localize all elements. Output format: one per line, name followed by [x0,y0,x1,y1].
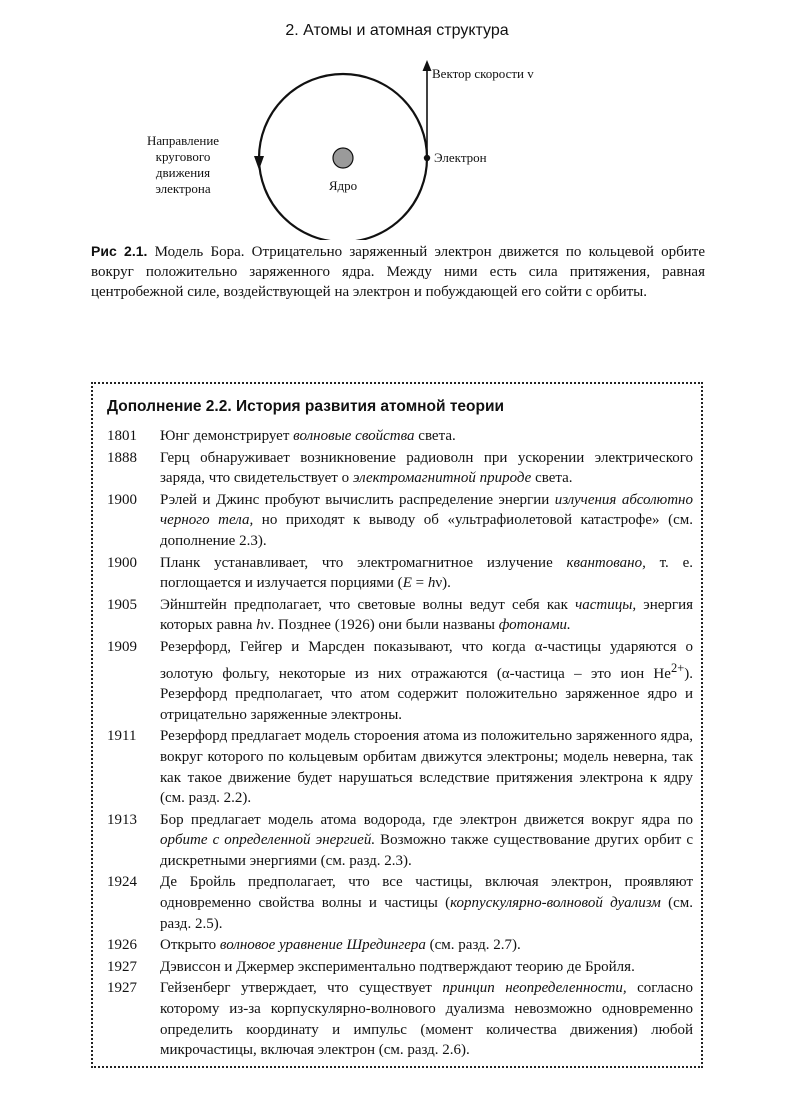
entry-text-part: Бор предлагает модель атома водорода, где электрон движется вокруг ядра по [160,811,693,828]
timeline-entry [107,426,693,447]
timeline-entry [107,726,693,808]
bohr-model-figure [0,0,794,240]
entry-text-part: E [402,575,412,592]
entry-text-part: квантовано, [566,554,646,571]
box-title: Дополнение 2.2. История развития атомной теории [107,398,505,415]
entry-text-part: согласно которому из-за корпускулярно-волнового дуализма невозможно одновременно определить координату и импульс (момент количества движения) любой микрочастицы, включая электрон (см. разд. 2.6). [160,980,693,1059]
caption-label: Рис 2.1. [91,243,148,259]
timeline-entry [107,448,693,489]
entry-year: 1924 [107,874,137,891]
entry-text-part: Резерфорд, Гейгер и Марсден показывают, что когда α-частицы ударяются о золотую фольгу, некоторые из них отражаются (α-частица – это ион He [160,638,693,682]
direction-arrowhead [254,156,264,170]
entry-text [160,935,693,956]
entry-year: 1801 [107,428,137,444]
timeline-entry [107,637,693,725]
entry-text-part: h [427,575,436,592]
entry-text [160,595,693,636]
entry-year: 1913 [107,811,137,828]
entry-text [160,637,693,725]
entry-text-part: (см. разд. 2.5). [160,895,693,932]
timeline-entry [107,810,693,872]
figure-caption [91,241,705,302]
entry-text [160,490,693,552]
entry-text-part: частицы, [575,596,637,613]
entry-text-part: Герц обнаруживает возникновение радиоволн при ускорении электрического заряда, что свидетельствует о [160,449,693,487]
entry-year: 1905 [107,596,137,613]
entry-text-part: ν). [435,575,451,592]
nucleus-shape [333,148,353,168]
entry-year: 1926 [107,937,137,954]
entry-text-part: Дэвиссон и Джермер экспериментально подтверждают теорию де Бройля. [160,958,635,975]
bohr-model-diagram [0,0,794,240]
entry-text-part: Возможно также существование других орбит с дискретными энергиями (см. разд. 2.3). [160,832,693,869]
entry-text-part: т. е. поглощается и излучается порциями ( [160,554,694,592]
entry-text-part: электромагнитной природе [352,470,532,487]
timeline-entry [107,957,693,978]
entry-text-part: (см. разд. 2.7). [425,937,521,954]
electron-label: Электрон [434,150,487,165]
entry-text-part: Резерфорд предлагает модель стороения атома из положительно заряженного ядра, вокруг которого по кольцевым орбитам движутся электроны; модель неверна, так как такое движение будет нарушаться вследствие притяжения электрона к ядру (см. разд. 2.2). [160,728,693,807]
timeline-entry [107,490,693,552]
entry-text [160,872,693,934]
entry-text-part: энергия которых равна [160,596,694,634]
entry-text [160,726,693,808]
entry-text-part: орбите с определенной энергией. [160,832,376,849]
electron-dot [424,155,430,161]
entry-text-part: волновое уравнение Шредингера [219,937,426,954]
entry-text-part: h [256,617,264,634]
timeline-entry [107,978,693,1060]
entry-text-part: корпускулярно-волновой дуализм [450,895,661,912]
entry-text-part: Планк устанавливает, что электромагнитное излучение [160,554,567,571]
entry-text-part: света. [414,428,456,444]
entry-text-part: Открыто [160,937,220,954]
timeline-entry [107,935,693,956]
entry-text-part: Рэлей и Джинс пробуют вычислить распределение энергии [160,491,555,508]
entry-year: 1900 [107,554,137,571]
velocity-label: Вектор скорости v [432,66,534,81]
entry-text [160,553,693,594]
history-box [91,382,703,1068]
entry-text [160,426,693,447]
entry-text-part: 2+ [670,660,685,675]
entry-text-part: ν. Позднее (1926) они были названы [263,617,499,634]
entry-text-part: Юнг демонстрирует [160,428,294,444]
entry-text-part: = [411,575,428,592]
timeline-list [107,426,693,1062]
entry-text [160,448,693,489]
entry-year: 1909 [107,638,137,655]
direction-label: Направление кругового движения электрона [146,133,220,196]
entry-text [160,978,693,1060]
entry-year: 1927 [107,958,137,975]
timeline-entry [107,872,693,934]
entry-text-part: Эйнштейн предполагает, что световые волны ведут себя как [160,596,576,613]
entry-text-part: фотонами. [498,617,571,634]
entry-text-part: принцип неопределенности, [442,980,627,997]
velocity-arrowhead [423,60,432,71]
entry-text-part: света. [531,470,573,487]
entry-text-part: волновые свойства [293,428,415,444]
entry-text-part: излучения абсолютно черного тела, [160,491,693,529]
entry-text-part: ). Резерфорд предполагает, что атом содержит положительно заряженное ядро и отрицательно заряженные электроны. [160,665,693,723]
timeline-entry [107,553,693,594]
running-head: 2. Атомы и атомная структура [285,22,509,39]
entry-text [160,957,693,978]
entry-year: 1888 [107,449,137,466]
entry-year: 1927 [107,980,137,997]
entry-text-part: Гейзенберг утверждает, что существует [160,980,443,997]
entry-text [160,810,693,872]
entry-year: 1911 [107,728,137,745]
entry-text-part: Де Бройль предполагает, что все частицы, включая электрон, проявляют одновременно свойства волны и частицы ( [160,874,693,912]
entry-year: 1900 [107,491,137,508]
nucleus-label: Ядро [328,178,358,193]
timeline-entry [107,595,693,636]
entry-text-part: но приходят к выводу об «ультрафиолетовой катастрофе» (см. дополнение 2.3). [160,512,693,549]
caption-text: Модель Бора. Отрицательно заряженный электрон движется по кольцевой орбите вокруг положительно заряженного ядра. Между ними есть сила притяжения, равная центробежной силе, воздействующей на электрон и побуждающей его сойти с орбиты. [91,244,706,300]
